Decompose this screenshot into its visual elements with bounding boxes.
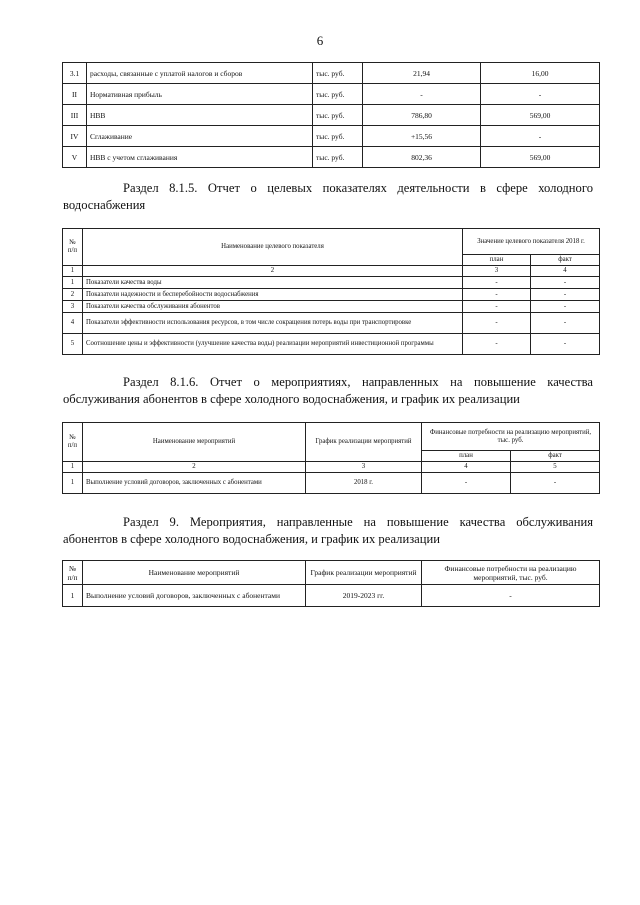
index-cell: 1 xyxy=(63,462,83,473)
row-number: III xyxy=(63,105,87,126)
row-unit: тыс. руб. xyxy=(313,126,363,147)
row-unit: тыс. руб. xyxy=(313,147,363,168)
row-number: 1 xyxy=(63,473,83,494)
row-fact: - xyxy=(531,313,600,334)
col-finance: Финансовые потребности на реализацию мероприятий, тыс. руб. xyxy=(422,423,600,451)
table-row xyxy=(63,585,600,607)
row-plan: - xyxy=(463,289,531,301)
row-name: Показатели надежности и бесперебойности водоснабжения xyxy=(83,289,463,301)
col-finance: Финансовые потребности на реализацию мероприятий, тыс. руб. xyxy=(422,561,600,585)
row-name: Соотношение цены и эффективности (улучшение качества воды) реализации мероприятий инвестиционной программы xyxy=(83,334,463,355)
row-unit: тыс. руб. xyxy=(313,105,363,126)
row-fact: - xyxy=(531,277,600,289)
table-row xyxy=(63,147,600,168)
row-fact: 569,00 xyxy=(481,147,600,168)
row-name: расходы, связанные с уплатой налогов и сборов xyxy=(87,63,313,84)
col-indicator-name: Наименование целевого показателя xyxy=(83,229,463,266)
section-9-heading: Раздел 9. Мероприятия, направленные на повышение качества обслуживания абонентов в сфере холодного водоснабжения, и график их реализации xyxy=(63,515,593,546)
row-plan: - xyxy=(463,313,531,334)
row-fact: - xyxy=(511,473,600,494)
target-indicators-table xyxy=(62,228,600,355)
index-cell: 5 xyxy=(511,462,600,473)
row-name: Нормативная прибыль xyxy=(87,84,313,105)
top-table xyxy=(62,62,600,168)
row-number: II xyxy=(63,84,87,105)
row-plan: - xyxy=(363,84,481,105)
row-fact: - xyxy=(531,334,600,355)
col-plan: план xyxy=(463,255,531,266)
table-row xyxy=(63,266,600,277)
row-name: Показатели эффективности использования ресурсов, в том числе сокращения потерь воды при транспортировке xyxy=(83,313,463,334)
index-cell: 3 xyxy=(306,462,422,473)
row-name: Показатели качества обслуживания абонентов xyxy=(83,301,463,313)
table-row xyxy=(63,126,600,147)
row-plan: 21,94 xyxy=(363,63,481,84)
section-815-heading: Раздел 8.1.5. Отчет о целевых показателях деятельности в сфере холодного водоснабжения xyxy=(63,181,593,212)
col-measure-name: Наименование мероприятий xyxy=(83,423,306,462)
table-row xyxy=(63,334,600,355)
table-row xyxy=(63,289,600,301)
row-number: 3 xyxy=(63,301,83,313)
index-cell: 1 xyxy=(63,266,83,277)
row-number: 1 xyxy=(63,277,83,289)
row-plan: 786,80 xyxy=(363,105,481,126)
row-number: 1 xyxy=(63,585,83,607)
col-measure-name: Наименование мероприятий xyxy=(83,561,306,585)
table-row xyxy=(63,473,600,494)
table-row xyxy=(63,301,600,313)
col-num: № п/п xyxy=(63,229,83,266)
row-name: НВВ xyxy=(87,105,313,126)
row-number: 2 xyxy=(63,289,83,301)
col-num: № п/п xyxy=(63,561,83,585)
row-fact: - xyxy=(531,289,600,301)
row-number: IV xyxy=(63,126,87,147)
row-number: V xyxy=(63,147,87,168)
col-schedule: График реализации мероприятий xyxy=(306,423,422,462)
row-finance: - xyxy=(422,585,600,607)
col-schedule: График реализации мероприятий xyxy=(306,561,422,585)
row-schedule: 2019-2023 гг. xyxy=(306,585,422,607)
row-unit: тыс. руб. xyxy=(313,63,363,84)
index-cell: 4 xyxy=(531,266,600,277)
row-plan: - xyxy=(422,473,511,494)
section-816-heading: Раздел 8.1.6. Отчет о мероприятиях, направленных на повышение качества обслуживания абонентов в сфере холодного водоснабжения, и график их реализации xyxy=(63,375,593,406)
row-number: 5 xyxy=(63,334,83,355)
page-number: 6 xyxy=(316,33,324,48)
row-number: 4 xyxy=(63,313,83,334)
row-schedule: 2018 г. xyxy=(306,473,422,494)
row-name: Показатели качества воды xyxy=(83,277,463,289)
row-fact: 16,00 xyxy=(481,63,600,84)
row-fact: 569,00 xyxy=(481,105,600,126)
row-fact: - xyxy=(531,301,600,313)
index-cell: 2 xyxy=(83,462,306,473)
table-row xyxy=(63,84,600,105)
planned-measures-table xyxy=(62,560,600,607)
table-row xyxy=(63,462,600,473)
row-name: Сглаживание xyxy=(87,126,313,147)
table-row xyxy=(63,63,600,84)
row-fact: - xyxy=(481,126,600,147)
row-plan: +15,56 xyxy=(363,126,481,147)
index-cell: 3 xyxy=(463,266,531,277)
index-cell: 4 xyxy=(422,462,511,473)
row-fact: - xyxy=(481,84,600,105)
row-number: 3.1 xyxy=(63,63,87,84)
index-cell: 2 xyxy=(83,266,463,277)
row-name: Выполнение условий договоров, заключенных с абонентами xyxy=(83,585,306,607)
col-target-value: Значение целевого показателя 2018 г. xyxy=(463,229,600,255)
table-row xyxy=(63,277,600,289)
col-fact: факт xyxy=(511,451,600,462)
row-name: Выполнение условий договоров, заключенных с абонентами xyxy=(83,473,306,494)
row-plan: - xyxy=(463,334,531,355)
measures-report-table xyxy=(62,422,600,494)
row-plan: - xyxy=(463,277,531,289)
table-row xyxy=(63,313,600,334)
col-plan: план xyxy=(422,451,511,462)
col-num: № п/п xyxy=(63,423,83,462)
col-fact: факт xyxy=(531,255,600,266)
row-unit: тыс. руб. xyxy=(313,84,363,105)
table-row xyxy=(63,105,600,126)
row-name: НВВ с учетом сглаживания xyxy=(87,147,313,168)
row-plan: - xyxy=(463,301,531,313)
row-plan: 802,36 xyxy=(363,147,481,168)
